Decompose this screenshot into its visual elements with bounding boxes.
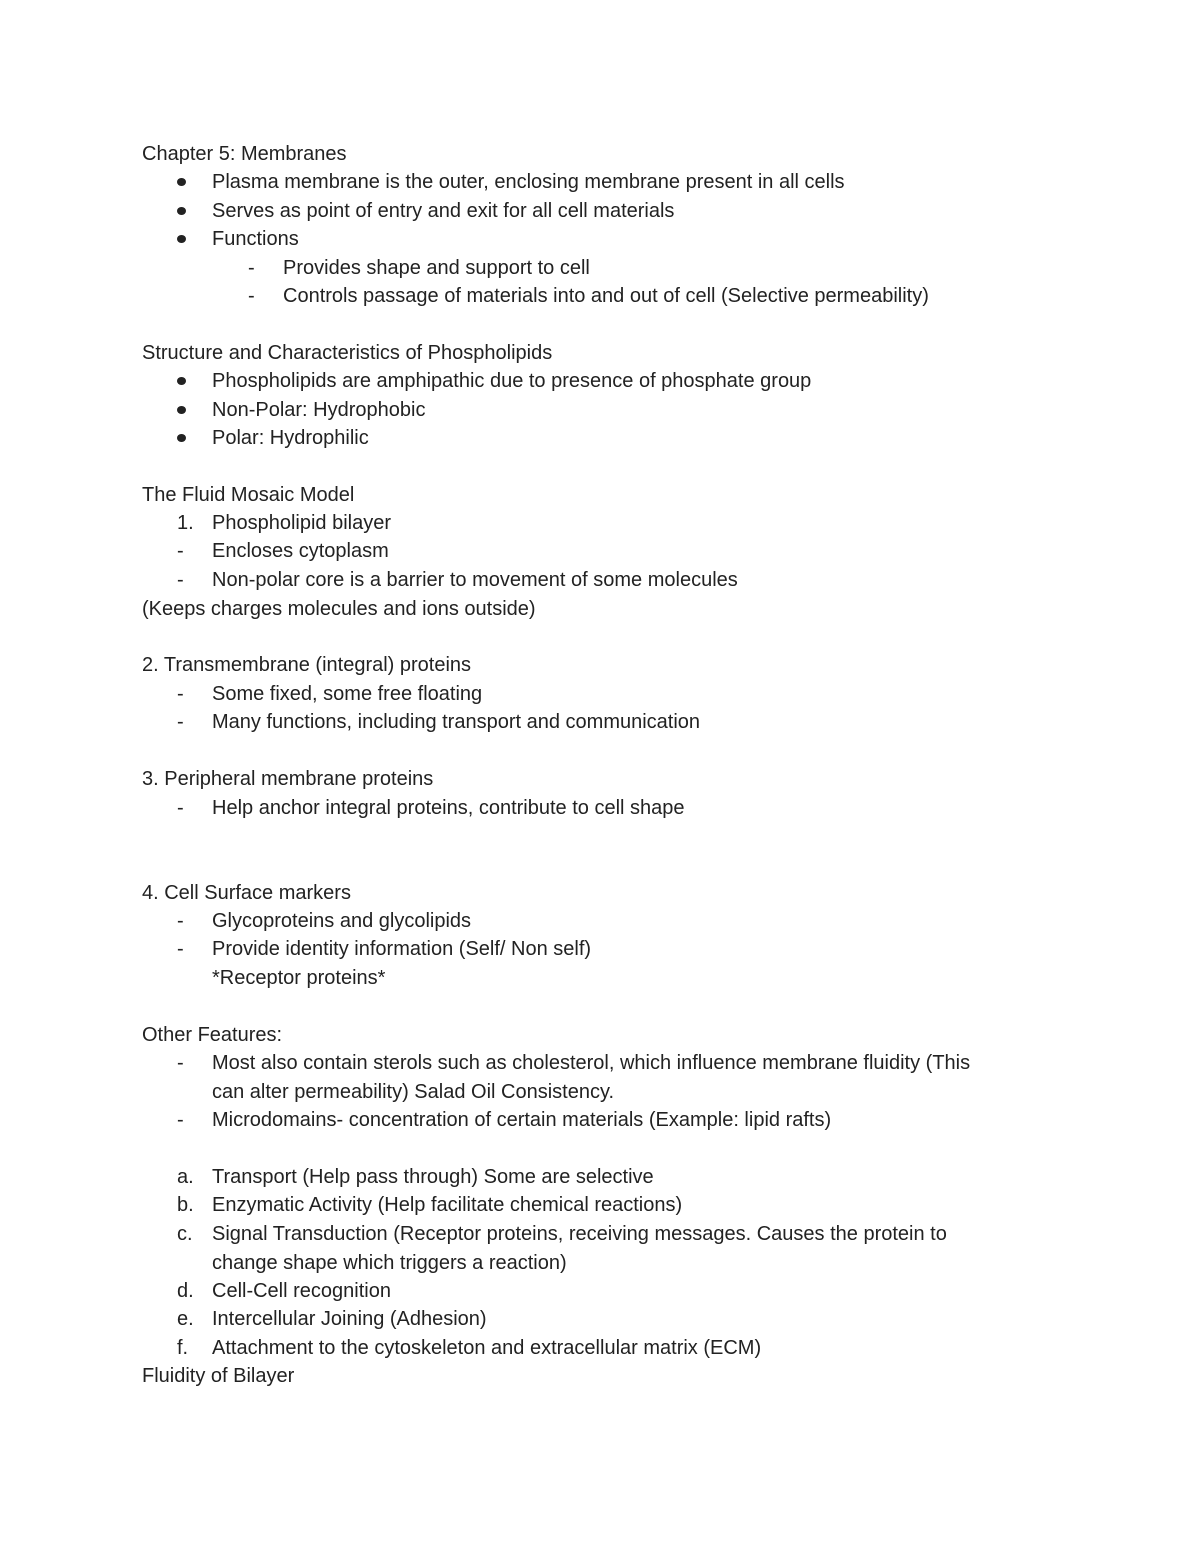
heading-text: 3. Peripheral membrane proteins bbox=[142, 768, 434, 790]
lettered-text: Transport (Help pass through) Some are selective bbox=[212, 1166, 654, 1188]
bullet-icon bbox=[177, 178, 186, 186]
letter-marker: f. bbox=[177, 1337, 189, 1359]
heading-text: Structure and Characteristics of Phospholipids bbox=[142, 342, 553, 364]
dash-marker: - bbox=[177, 683, 184, 705]
dash-text: Non-polar core is a barrier to movement of some molecules bbox=[212, 569, 738, 591]
dash-marker: - bbox=[177, 711, 184, 733]
dash-text: Many functions, including transport and communication bbox=[212, 711, 701, 733]
letter-marker: c. bbox=[177, 1223, 193, 1245]
dash-text: Microdomains- concentration of certain materials (Example: lipid rafts) bbox=[212, 1109, 832, 1131]
dash-marker: - bbox=[177, 910, 184, 932]
lettered-text: Attachment to the cytoskeleton and extracellular matrix (ECM) bbox=[212, 1337, 762, 1359]
heading-text: 4. Cell Surface markers bbox=[142, 882, 351, 904]
bullet-icon bbox=[177, 207, 186, 215]
bullet-text: Polar: Hydrophilic bbox=[212, 427, 369, 449]
letter-marker: e. bbox=[177, 1308, 194, 1330]
heading-text: 2. Transmembrane (integral) proteins bbox=[142, 654, 472, 676]
bullet-icon bbox=[177, 434, 186, 442]
note-text: *Receptor proteins* bbox=[212, 967, 386, 989]
lettered-text: change shape which triggers a reaction) bbox=[212, 1252, 567, 1274]
dash-text: Some fixed, some free floating bbox=[212, 683, 483, 705]
dash-text: Encloses cytoplasm bbox=[212, 540, 389, 562]
dash-marker: - bbox=[177, 569, 184, 591]
heading-text: Chapter 5: Membranes bbox=[142, 143, 347, 165]
bullet-text: Non-Polar: Hydrophobic bbox=[212, 399, 426, 421]
heading-text: Other Features: bbox=[142, 1024, 283, 1046]
bullet-text: Functions bbox=[212, 228, 299, 250]
lettered-text: Intercellular Joining (Adhesion) bbox=[212, 1308, 487, 1330]
dash-marker: - bbox=[248, 285, 255, 307]
bullet-icon bbox=[177, 406, 186, 414]
dash-marker: - bbox=[177, 1052, 184, 1074]
dash-text: can alter permeability) Salad Oil Consistency. bbox=[212, 1081, 615, 1103]
bullet-text: Phospholipids are amphipathic due to presence of phosphate group bbox=[212, 370, 812, 392]
dash-marker: - bbox=[248, 257, 255, 279]
dash-marker: - bbox=[177, 540, 184, 562]
letter-marker: b. bbox=[177, 1194, 194, 1216]
lettered-text: Enzymatic Activity (Help facilitate chemical reactions) bbox=[212, 1194, 683, 1216]
bullet-text: Serves as point of entry and exit for all cell materials bbox=[212, 200, 675, 222]
lettered-text: Cell-Cell recognition bbox=[212, 1280, 391, 1302]
lettered-text: Signal Transduction (Receptor proteins, receiving messages. Causes the protein to bbox=[212, 1223, 947, 1245]
dash-text: Glycoproteins and glycolipids bbox=[212, 910, 472, 932]
dash-text: Most also contain sterols such as cholesterol, which influence membrane fluidity (This bbox=[212, 1052, 971, 1074]
dash-text: Provide identity information (Self/ Non self) bbox=[212, 938, 592, 960]
bullet-text: Plasma membrane is the outer, enclosing membrane present in all cells bbox=[212, 171, 845, 193]
dash-marker: - bbox=[177, 938, 184, 960]
dash-text: Controls passage of materials into and out of cell (Selective permeability) bbox=[283, 285, 929, 307]
numbered-text: Phospholipid bilayer bbox=[212, 512, 392, 534]
heading-text: Fluidity of Bilayer bbox=[142, 1365, 295, 1387]
letter-marker: d. bbox=[177, 1280, 194, 1302]
bullet-icon bbox=[177, 235, 186, 243]
letter-marker: a. bbox=[177, 1166, 194, 1188]
note-text: (Keeps charges molecules and ions outside) bbox=[142, 598, 536, 620]
dash-text: Help anchor integral proteins, contribute to cell shape bbox=[212, 797, 685, 819]
number-marker: 1. bbox=[177, 512, 194, 534]
dash-text: Provides shape and support to cell bbox=[283, 257, 590, 279]
heading-text: The Fluid Mosaic Model bbox=[142, 484, 355, 506]
bullet-icon bbox=[177, 377, 186, 385]
dash-marker: - bbox=[177, 797, 184, 819]
dash-marker: - bbox=[177, 1109, 184, 1131]
